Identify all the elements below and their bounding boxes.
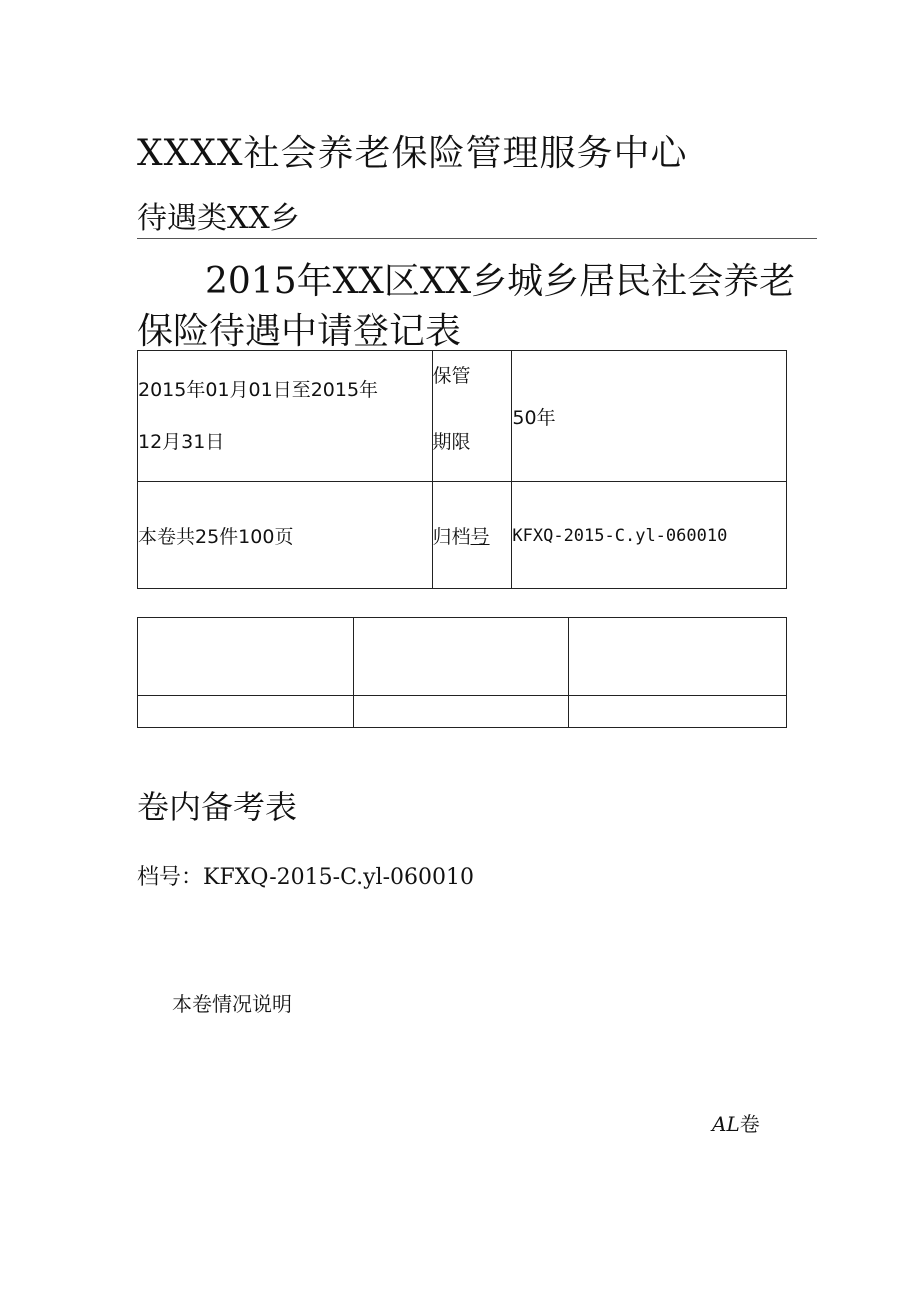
blank-grid-table bbox=[137, 617, 787, 728]
file-number-label: 档号： bbox=[137, 865, 204, 890]
file-number bbox=[137, 860, 474, 891]
table-row bbox=[138, 696, 787, 728]
volume-summary: 本卷共25件100页 bbox=[138, 525, 294, 548]
volume-summary-cell bbox=[138, 482, 433, 589]
blank-cell bbox=[138, 696, 354, 728]
blank-cell bbox=[569, 696, 787, 728]
date-range-line2: 12月31日 bbox=[138, 431, 225, 453]
archive-no-value-cell bbox=[512, 482, 787, 589]
table-row bbox=[138, 618, 787, 696]
retention-value-cell bbox=[512, 351, 787, 482]
table-row bbox=[138, 351, 787, 482]
date-range-line1: 2015年01月01日至2015年 bbox=[138, 379, 379, 401]
header-divider bbox=[137, 238, 817, 239]
retention-label-line1: 保管 bbox=[432, 365, 471, 387]
retention-label-cell bbox=[432, 351, 512, 482]
retention-label-line2: 期限 bbox=[432, 431, 471, 453]
blank-cell bbox=[138, 618, 354, 696]
form-title-line1: 2015年XX区XX乡城乡居民社会养老 bbox=[205, 261, 796, 302]
form-title-line2: 保险待遇中请登记表 bbox=[137, 311, 462, 352]
blank-cell bbox=[353, 618, 569, 696]
volume-description-label: 本卷情况说明 bbox=[172, 992, 292, 1016]
remarks-section-title: 卷内备考表 bbox=[137, 788, 298, 826]
archive-info-table bbox=[137, 350, 787, 589]
category-label: 待遇类XX乡 bbox=[137, 201, 300, 236]
footer-mark-suffix: 卷 bbox=[739, 1112, 760, 1136]
file-number-value: KFXQ-2015-C.yl-060010 bbox=[203, 865, 474, 890]
organization-title: XXXX社会养老保险管理服务中心 bbox=[137, 133, 688, 174]
retention-value: 50年 bbox=[512, 406, 556, 429]
table-row bbox=[138, 482, 787, 589]
archive-no-label-cell bbox=[432, 482, 512, 589]
footer-mark-text: AL bbox=[712, 1112, 740, 1136]
date-range-cell bbox=[138, 351, 433, 482]
archive-no-label-b: 号 bbox=[470, 525, 490, 548]
blank-cell bbox=[569, 618, 787, 696]
blank-cell bbox=[353, 696, 569, 728]
archive-no-label-a: 归档 bbox=[432, 525, 471, 548]
archive-no-value: KFXQ-2015-C.yl-060010 bbox=[512, 526, 728, 546]
footer-mark bbox=[712, 1108, 760, 1137]
